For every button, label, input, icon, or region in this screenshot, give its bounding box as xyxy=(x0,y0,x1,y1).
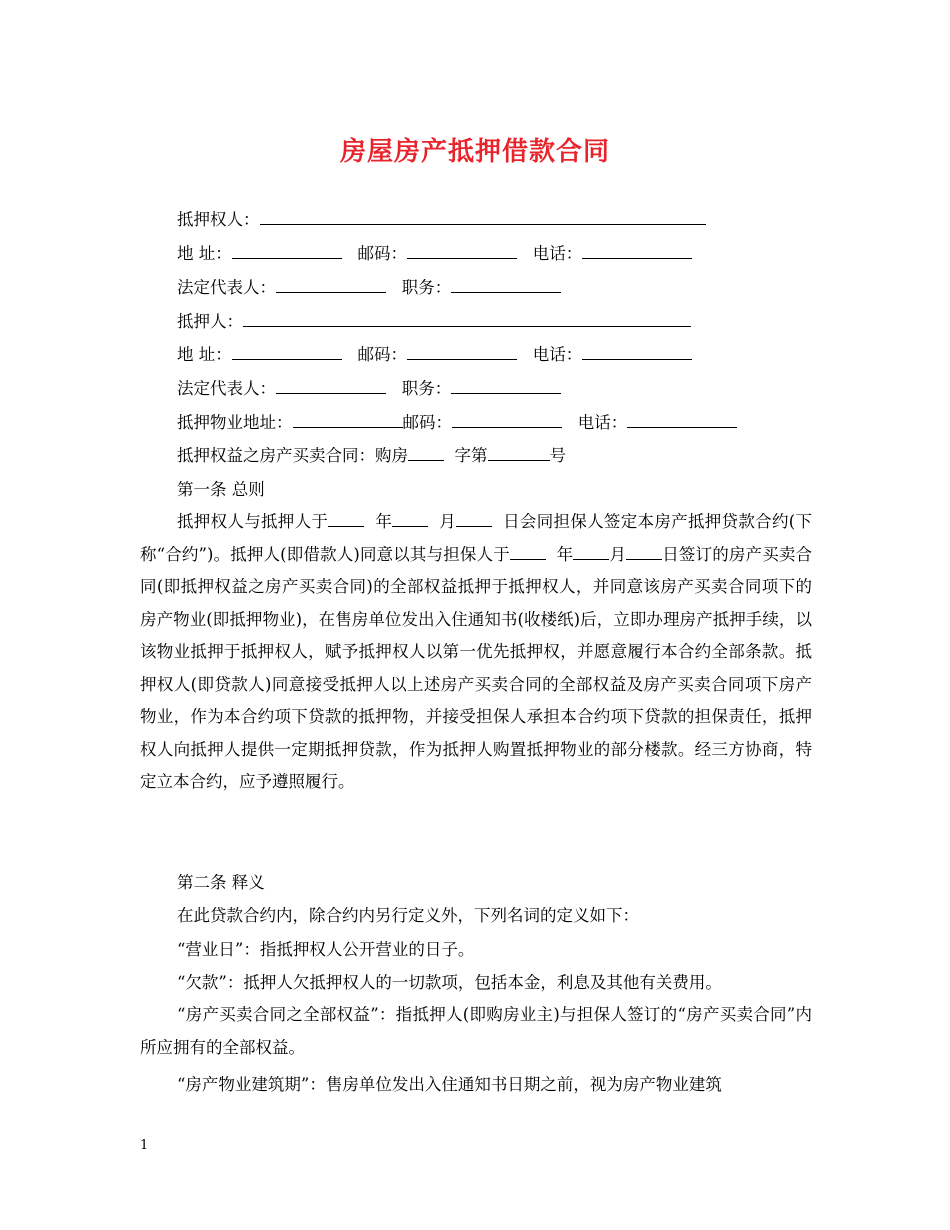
sign-month-blank[interactable] xyxy=(573,545,609,560)
article1-paragraph xyxy=(140,506,812,799)
mortgagor-rep-line xyxy=(177,377,561,401)
phone-label: 电话： xyxy=(532,345,583,364)
mortgagee-line xyxy=(177,208,706,232)
year-label: 年 xyxy=(556,544,574,564)
phone-blank[interactable] xyxy=(582,345,692,360)
month-label: 月 xyxy=(609,544,627,564)
address-label: 地 址： xyxy=(177,244,232,263)
legal-rep-label: 法定代表人： xyxy=(177,379,276,398)
contract-ref-end: 号 xyxy=(549,446,566,465)
address-blank[interactable] xyxy=(232,244,342,259)
year-label: 年 xyxy=(375,512,393,531)
legal-rep-label: 法定代表人： xyxy=(177,278,276,297)
postcode-blank[interactable] xyxy=(452,413,562,428)
contract-ref-mid: 字第 xyxy=(454,446,488,465)
article1-text-c: 日签订的房产买卖合同(即抵押权益之房产买卖合同)的全部权益抵押于抵押权人，并同意该房产买卖合同项下的房产物业(即抵押物业)，在售房单位发出入住通知书(收楼纸)后，立即办理房产抵押手续，以该物业抵押于抵押权人，赋予抵押权人以第一优先抵押权，并愿意履行本合约全部条款。抵押权人(即贷款人)同意接受抵押人以上述房产买卖合同的全部权益及房产买卖合同项下房产物业，作为本合约项下贷款的抵押物，并接受担保人承担本合约项下贷款的担保责任，抵押权人向抵押人提供一定期抵押贷款，作为抵押人购置抵押物业的部分楼款。经三方协商，特定立本合约，应予遵照履行。 xyxy=(140,544,813,791)
contract-ref-line xyxy=(177,444,566,468)
property-address-blank[interactable] xyxy=(293,413,403,428)
postcode-blank[interactable] xyxy=(407,345,517,360)
mortgagor-label: 抵押人： xyxy=(177,312,243,331)
mortgagor-contact-line xyxy=(177,343,692,367)
address-blank[interactable] xyxy=(232,345,342,360)
mortgagor-line xyxy=(177,310,691,334)
date-month-blank[interactable] xyxy=(392,512,428,527)
property-address-label: 抵押物业地址： xyxy=(177,413,293,432)
postcode-label: 邮码： xyxy=(357,244,407,263)
article1-heading: 第一条 总则 xyxy=(177,480,265,499)
month-label: 月 xyxy=(439,512,457,531)
postcode-blank[interactable] xyxy=(407,244,517,259)
sign-year-blank[interactable] xyxy=(510,545,546,560)
property-line xyxy=(177,411,737,435)
phone-label: 电话： xyxy=(577,413,628,432)
mortgagee-rep-line xyxy=(177,276,561,300)
article1-text-a: 抵押权人与抵押人于 xyxy=(177,512,329,531)
definition-business-day: “营业日”：指抵押权人公开营业的日子。 xyxy=(177,940,475,959)
position-blank[interactable] xyxy=(451,379,561,394)
page-title: 房屋房产抵押借款合同 xyxy=(339,137,610,167)
mortgagee-blank[interactable] xyxy=(260,210,706,225)
legal-rep-blank[interactable] xyxy=(276,379,386,394)
page-number: 1 xyxy=(140,1138,149,1153)
mortgagee-contact-line xyxy=(177,242,692,266)
article2-intro: 在此贷款合约内，除合约内另行定义外，下列名词的定义如下： xyxy=(177,906,639,925)
contract-ref-label: 抵押权益之房产买卖合同：购房 xyxy=(177,446,408,465)
contract-number-blank[interactable] xyxy=(488,446,550,461)
position-label: 职务： xyxy=(401,278,452,297)
article2-heading: 第二条 释义 xyxy=(177,873,265,892)
mortgagor-blank[interactable] xyxy=(243,312,691,327)
legal-rep-blank[interactable] xyxy=(276,278,386,293)
article1-text-b: 日会同担保人签定本房产抵押贷款合约(下称“合约”)。抵押人(即借款人)同意以其与担保人于 xyxy=(140,512,812,564)
phone-blank[interactable] xyxy=(627,413,737,428)
contract-ref-blank[interactable] xyxy=(408,446,444,461)
definition-construction-period: “房产物业建筑期”：售房单位发出入住通知书日期之前，视为房产物业建筑 xyxy=(177,1075,722,1094)
position-blank[interactable] xyxy=(451,278,561,293)
mortgagee-label: 抵押权人： xyxy=(177,210,260,229)
date-year-blank[interactable] xyxy=(328,512,364,527)
phone-label: 电话： xyxy=(532,244,583,263)
position-label: 职务： xyxy=(401,379,452,398)
postcode-label: 邮码： xyxy=(402,413,452,432)
definition-contract-rights: “房产买卖合同之全部权益”：指抵押人(即购房业主)与担保人签订的“房产买卖合同”内所应拥有的全部权益。 xyxy=(140,1005,812,1057)
sign-day-blank[interactable] xyxy=(626,545,662,560)
address-label: 地 址： xyxy=(177,345,232,364)
definition-debt: “欠款”：抵押人欠抵押权人的一切款项，包括本金，利息及其他有关费用。 xyxy=(177,973,722,992)
phone-blank[interactable] xyxy=(582,244,692,259)
date-day-blank[interactable] xyxy=(456,512,492,527)
postcode-label: 邮码： xyxy=(357,345,407,364)
